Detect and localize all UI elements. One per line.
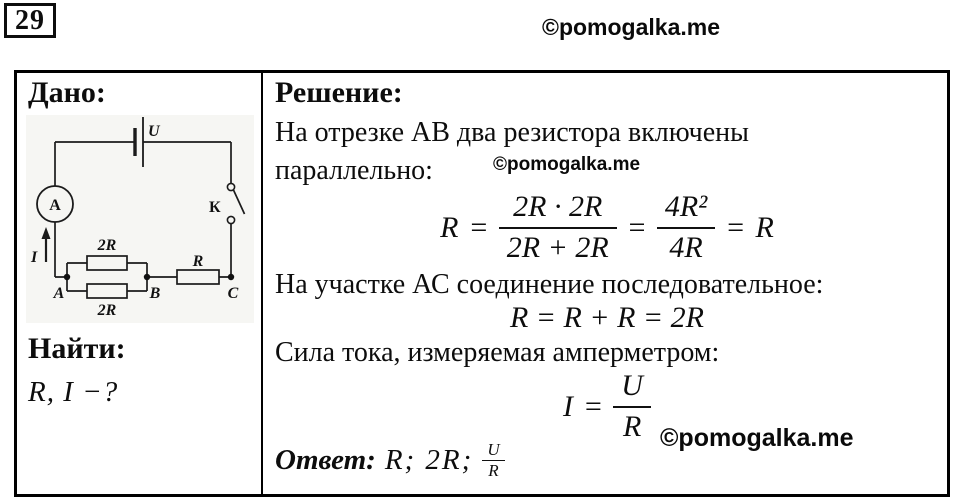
solution-table <box>14 70 950 497</box>
formula1-fraction-1-numerator: 2R · 2R <box>513 190 603 223</box>
find-value: R, I −? <box>28 376 119 408</box>
find-heading: Найти: <box>28 332 126 365</box>
formula1-equals-2: = <box>626 210 647 244</box>
node-a-label: A <box>53 285 65 302</box>
ammeter-label: A <box>49 197 61 214</box>
node-c-label: C <box>227 285 239 302</box>
node-c-dot <box>228 274 234 280</box>
column-divider <box>261 73 263 494</box>
node-a-dot <box>64 274 70 280</box>
node-b-dot <box>144 274 150 280</box>
switch-contact-top <box>227 183 234 190</box>
formula1-fraction-2-denominator: 4R <box>657 227 715 265</box>
solution-paragraph-3: Сила тока, измеряемая амперметром: <box>275 337 720 368</box>
current-label: I <box>31 249 38 266</box>
problem-number-badge: 29 <box>4 3 56 38</box>
formula1-equals-3: = <box>725 210 746 244</box>
watermark-inline-2: ©pomogalka.me <box>660 424 854 452</box>
answer-values: R; 2R; <box>384 444 474 476</box>
formula1-equals-1: = <box>468 210 489 244</box>
resistor-series-box <box>177 270 219 284</box>
resistor-series-label: R <box>192 253 204 270</box>
switch-label: К <box>209 199 221 216</box>
resistor-parallel-bottom-box <box>87 284 127 298</box>
formula1-fraction-1 <box>499 190 617 265</box>
solution-paragraph-1-line-2: параллельно: <box>275 155 433 186</box>
answer-fraction-denominator: R <box>482 460 504 480</box>
solution-heading: Решение: <box>275 76 403 109</box>
formula-parallel-resistance <box>267 190 947 265</box>
resistor-parallel-bottom-label: 2R <box>97 302 117 319</box>
formula3-fraction-denominator: R <box>613 406 651 444</box>
formula3-lhs: I <box>563 389 574 423</box>
voltage-label: U <box>148 123 160 140</box>
formula3-fraction <box>613 369 651 444</box>
formula1-rhs: R <box>755 210 774 244</box>
formula1-fraction-1-denominator: 2R + 2R <box>499 227 617 265</box>
solution-paragraph-2: На участке АС соединение последовательное: <box>275 269 824 300</box>
given-heading: Дано: <box>28 76 106 109</box>
answer-line <box>275 441 505 480</box>
watermark-inline-1: ©pomogalka.me <box>493 154 641 175</box>
node-b-label: B <box>149 285 161 302</box>
watermark-top: ©pomogalka.me <box>542 14 720 40</box>
formula1-fraction-2 <box>657 190 715 265</box>
formula1-lhs: R <box>440 210 459 244</box>
answer-fraction-numerator: U <box>487 440 500 459</box>
answer-label: Ответ: <box>275 444 376 476</box>
solution-paragraph-1-line-1: На отрезке АВ два резистора включены <box>275 117 749 148</box>
formula3-fraction-numerator: U <box>621 369 643 402</box>
switch-contact-bottom <box>227 216 234 223</box>
circuit-diagram <box>26 115 254 323</box>
resistor-parallel-top-label: 2R <box>97 237 117 254</box>
formula1-fraction-2-numerator: 4R² <box>664 190 708 223</box>
resistor-parallel-top-box <box>87 256 127 270</box>
formula-series-resistance: R = R + R = 2R <box>509 301 705 334</box>
formula3-equals: = <box>583 389 604 423</box>
answer-fraction <box>482 441 504 480</box>
